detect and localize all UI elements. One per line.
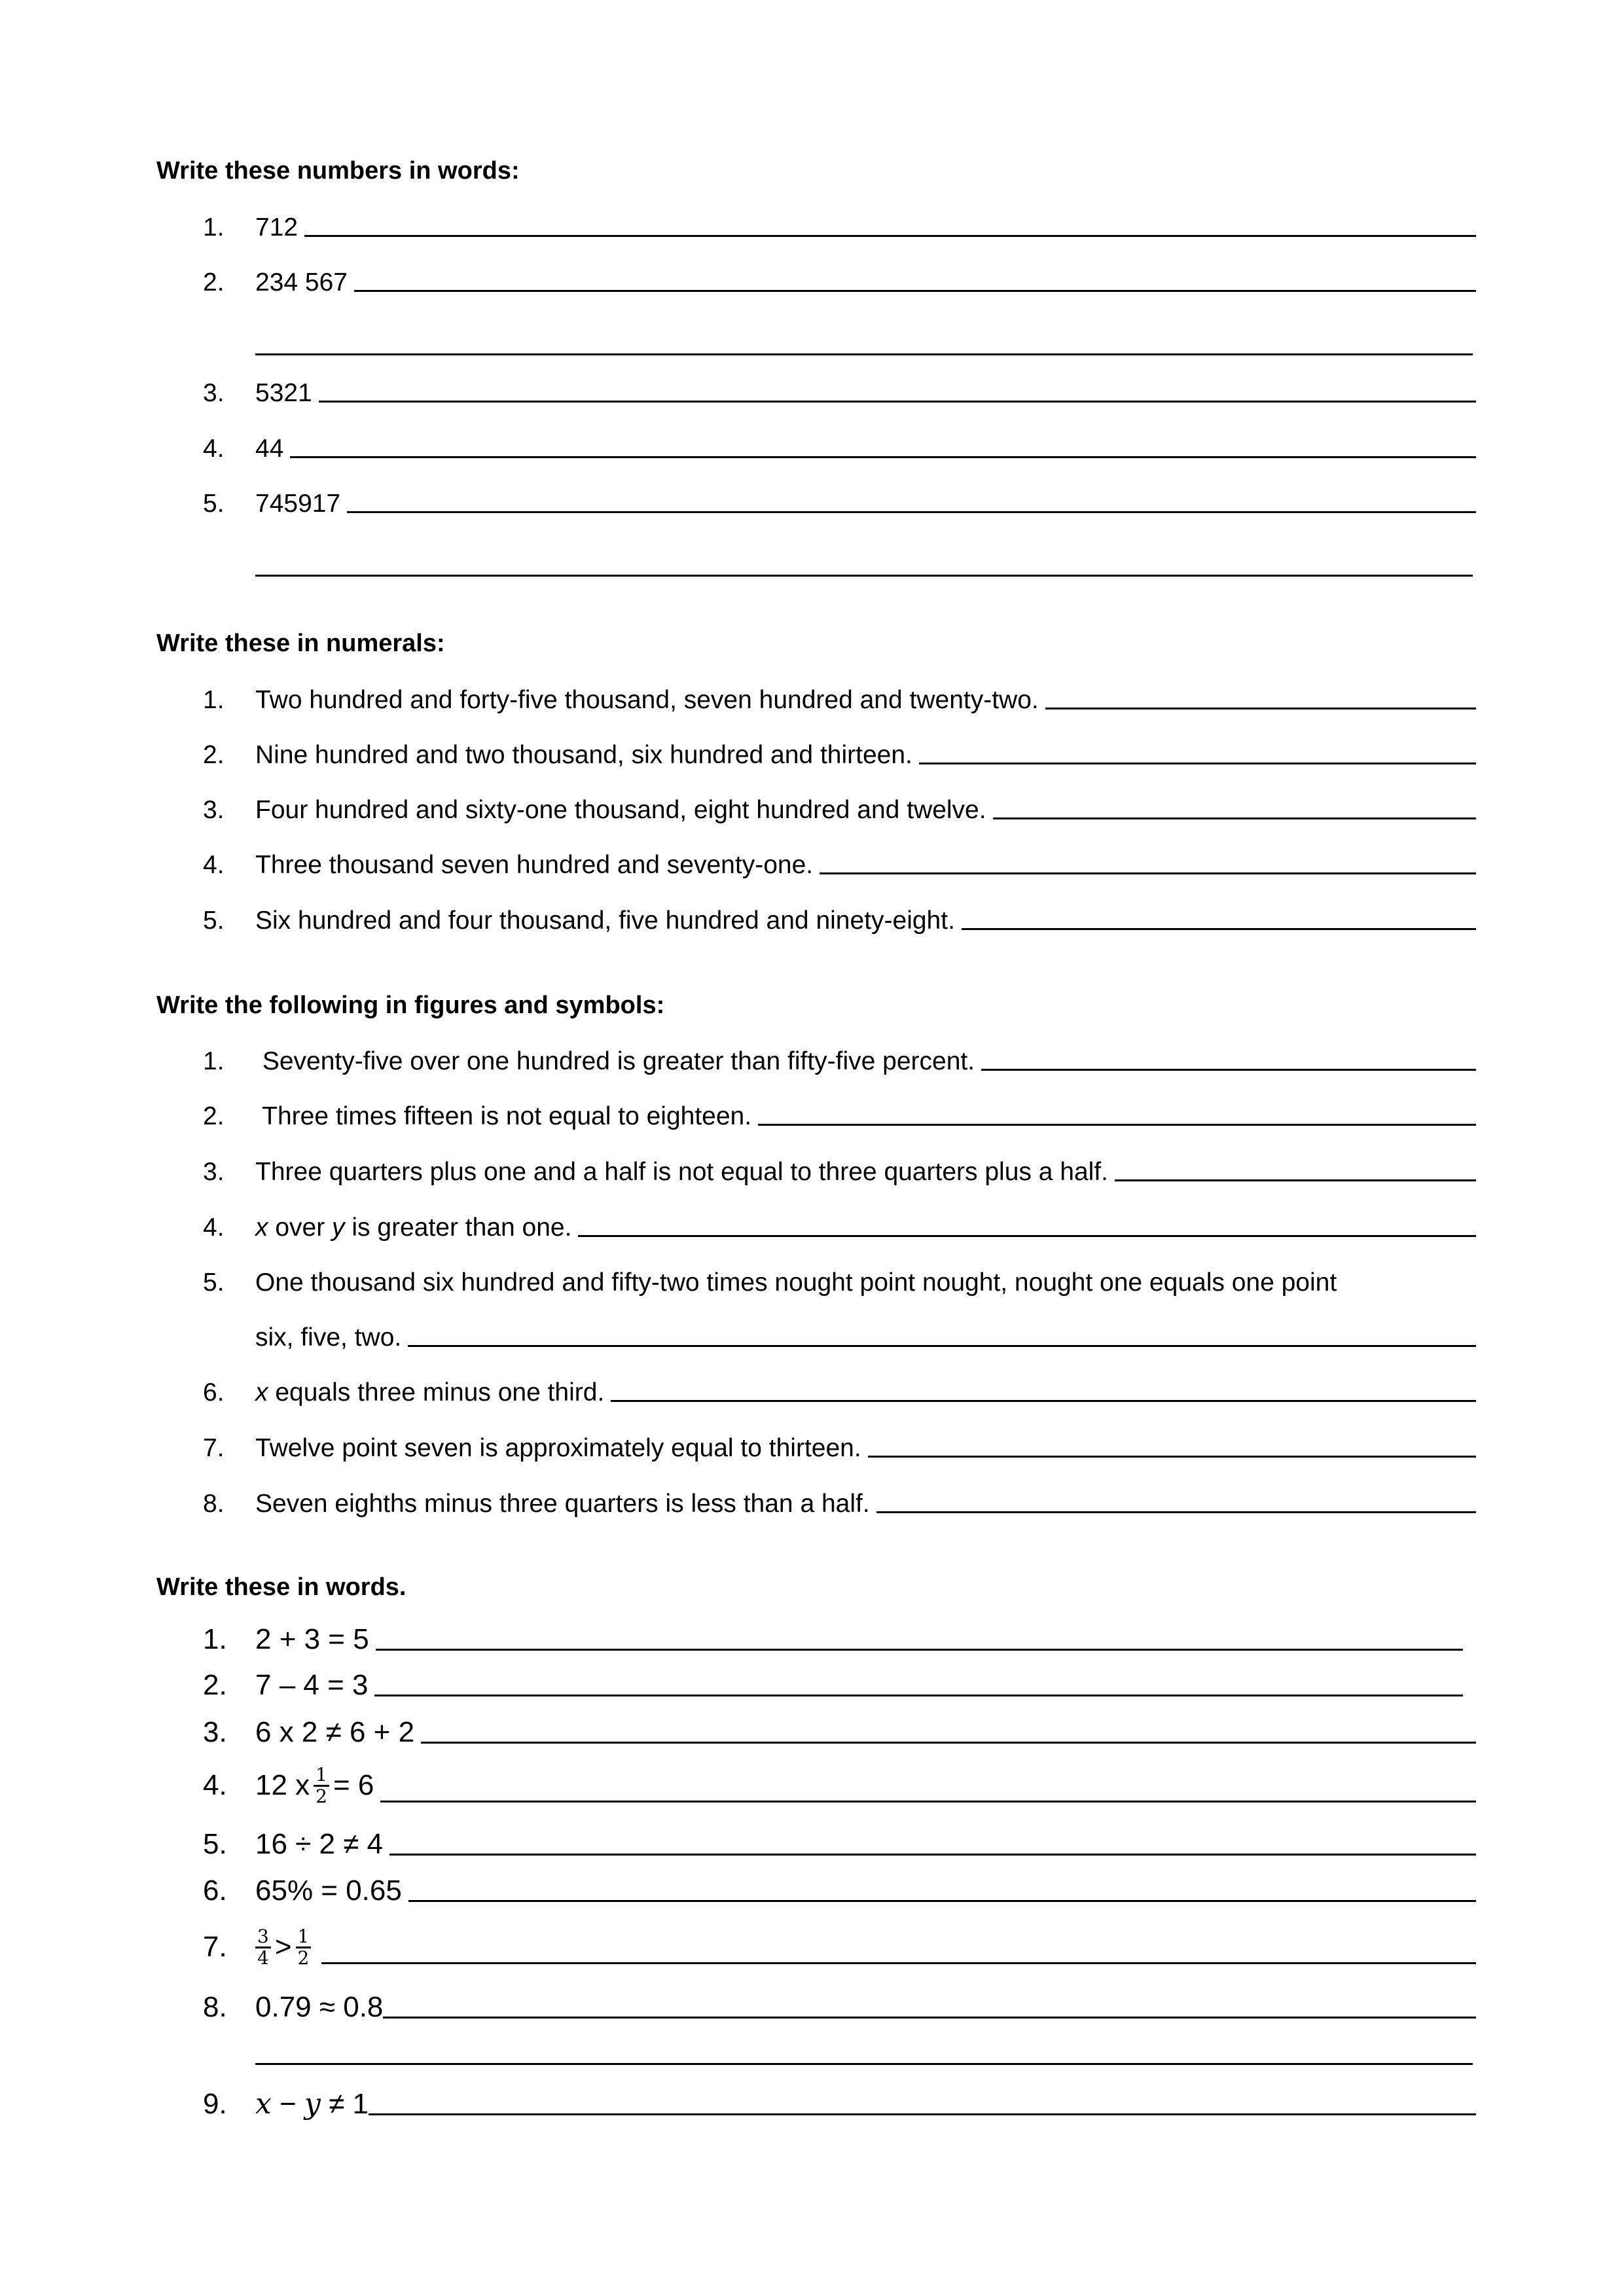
answer-line[interactable] <box>758 1124 1476 1126</box>
list-item-continued: six, five, two. <box>203 1313 1476 1352</box>
fraction: $\frac{1}{2}$ <box>314 1765 329 1806</box>
list-item: 5. 745917 <box>203 479 1476 518</box>
fraction: 3 4 <box>255 1927 271 1968</box>
list-item: 4. x over y is greater than one. <box>203 1203 1476 1242</box>
answer-line[interactable] <box>376 1649 1463 1651</box>
answer-line[interactable] <box>611 1400 1476 1402</box>
section-heading: Write the following in figures and symbols: <box>156 992 665 1019</box>
answer-line[interactable] <box>578 1235 1476 1237</box>
answer-line[interactable] <box>347 511 1476 513</box>
answer-line[interactable] <box>1045 708 1476 709</box>
answer-line[interactable] <box>255 2063 1473 2065</box>
list-item: 5. One thousand six hundred and fifty-two times nought point nought, nought one equals one point <box>203 1268 1337 1297</box>
section-heading: Write these in words. <box>156 1573 406 1601</box>
list-item: 6. x equals three minus one third. <box>203 1368 1476 1407</box>
answer-line[interactable] <box>962 928 1476 930</box>
list-item: 9. x − y ≠ 1 <box>203 2081 1476 2121</box>
list-item: 3. 5321 <box>203 368 1476 408</box>
list-item: 2. 7 – 4 = 3 <box>203 1662 1476 1702</box>
list-item: 3. Three quarters plus one and a half is not equal to three quarters plus a half. <box>203 1147 1476 1187</box>
list-item: 8. 0.79 ≈ 0.8 <box>203 1984 1476 2024</box>
answer-line[interactable] <box>876 1511 1476 1513</box>
answer-line[interactable] <box>408 1900 1476 1902</box>
answer-line[interactable] <box>255 575 1473 577</box>
answer-line[interactable] <box>993 817 1476 819</box>
list-item: 4. Three thousand seven hundred and seventy-one. <box>203 840 1476 880</box>
section-heading: Write these in numerals: <box>156 630 445 657</box>
answer-line[interactable] <box>255 353 1473 355</box>
answer-line[interactable] <box>389 1854 1476 1856</box>
answer-line[interactable] <box>868 1456 1476 1458</box>
section-heading: Write these numbers in words: <box>156 157 520 185</box>
list-item: 7. Twelve point seven is approximately equal to thirteen. <box>203 1424 1476 1463</box>
answer-line[interactable] <box>321 1962 1476 1964</box>
list-item: 8. Seven eighths minus three quarters is less than a half. <box>203 1479 1476 1518</box>
list-item: 1. 2 + 3 = 5 <box>203 1617 1476 1656</box>
answer-line[interactable] <box>820 872 1476 874</box>
list-item: 5. Six hundred and four thousand, five hundred and ninety-eight. <box>203 896 1476 935</box>
list-item: 7. 3 4 > 1 2 <box>203 1921 1476 1973</box>
list-item: 3. Four hundred and sixty-one thousand, eight hundred and twelve. <box>203 785 1476 825</box>
answer-line[interactable] <box>319 401 1476 403</box>
answer-line[interactable] <box>1115 1179 1476 1181</box>
answer-line[interactable] <box>421 1742 1476 1744</box>
answer-line[interactable] <box>304 235 1476 237</box>
answer-line[interactable] <box>369 2113 1476 2115</box>
answer-line[interactable] <box>919 762 1476 764</box>
fraction: 1 2 <box>296 1927 312 1968</box>
list-item: 1. Seventy-five over one hundred is greater than fifty-five percent. <box>203 1037 1476 1076</box>
answer-line[interactable] <box>981 1069 1476 1071</box>
list-item: 3. 6 x 2 ≠ 6 + 2 <box>203 1710 1476 1749</box>
list-item: 4. 12 x $\frac{1}{2}$ = 6 <box>203 1759 1476 1812</box>
answer-line[interactable] <box>374 1695 1463 1696</box>
answer-line[interactable] <box>408 1345 1476 1347</box>
list-item: 1. 712 <box>203 203 1476 242</box>
list-item: 1. Two hundred and forty-five thousand, seven hundred and twenty-two. <box>203 675 1476 715</box>
list-item: 4. 44 <box>203 424 1476 463</box>
answer-line[interactable] <box>383 2017 1476 2018</box>
list-item: 6. 65% = 0.65 <box>203 1868 1476 1907</box>
list-item: 2. 234 567 <box>203 258 1476 297</box>
answer-line[interactable] <box>354 290 1476 292</box>
answer-line[interactable] <box>290 456 1476 458</box>
list-item: 2. Nine hundred and two thousand, six hundred and thirteen. <box>203 730 1476 770</box>
list-item: 2. Three times fifteen is not equal to eighteen. <box>203 1092 1476 1131</box>
list-item: 5. 16 ÷ 2 ≠ 4 <box>203 1821 1476 1861</box>
answer-line[interactable] <box>380 1801 1476 1803</box>
